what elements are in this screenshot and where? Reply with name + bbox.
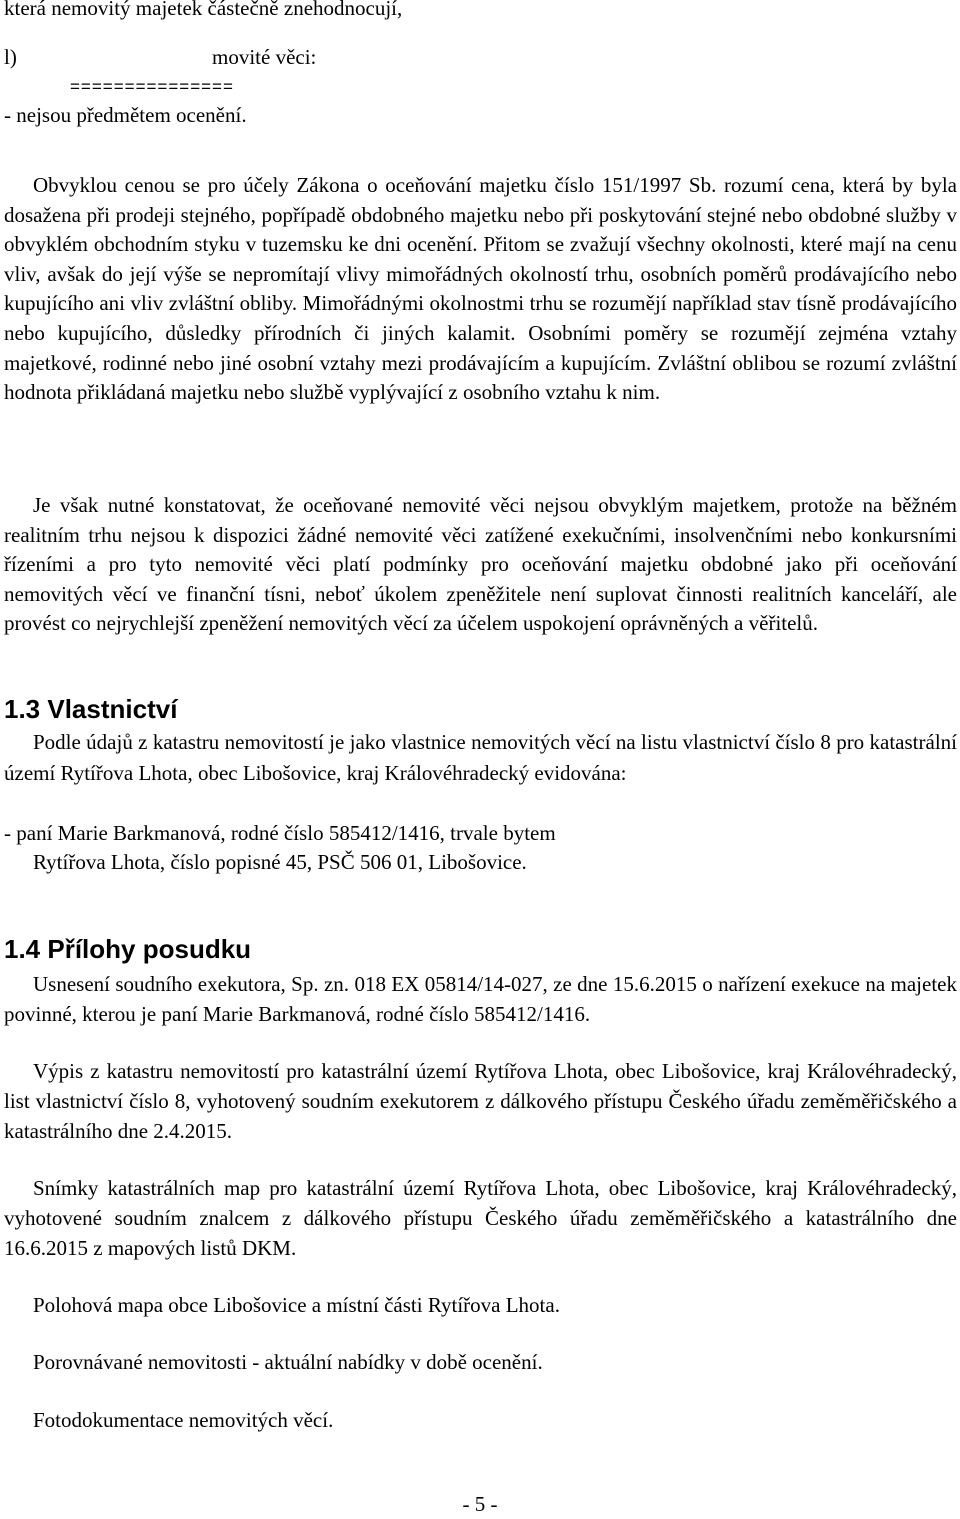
item-note: - nejsou předmětem ocenění. <box>4 102 247 127</box>
owner-line-2: Rytířova Lhota, číslo popisné 45, PSČ 506 01, Libošovice. <box>33 850 527 875</box>
item-letter: l) <box>4 45 17 70</box>
attachment-item: Fotodokumentace nemovitých věcí. <box>33 1407 334 1432</box>
intro-line: která nemovitý majetek částečně znehodnocují, <box>4 0 403 20</box>
item-underline: =============== <box>70 76 234 96</box>
attachments-heading: 1.4 Přílohy posudku <box>4 934 252 964</box>
attachments-section <box>4 933 957 1435</box>
ownership-section <box>4 693 957 878</box>
attachment-item: Výpis z katastru nemovitostí pro katastrální území Rytířova Lhota, obec Libošovice, kraj Královéhradecký, list vlastnictví číslo 8, vyhotovený soudním exekutorem z dálkového přístupu Českého úřadu zeměměřičského a katastrálního dne 2.4.2015. <box>4 1059 957 1143</box>
item-title: movité věci: <box>212 45 317 70</box>
ownership-paragraph: Podle údajů z katastru nemovitostí je jako vlastnice nemovitých věcí na listu vlastnictví číslo 8 pro katastrální území Rytířova Lhota, obec Libošovice, kraj Královéhradecký evidována: <box>4 730 957 785</box>
movables-item <box>4 43 957 72</box>
usual-price-section <box>4 171 957 408</box>
attachment-item: Porovnávané nemovitosti - aktuální nabídky v době ocenění. <box>33 1350 543 1375</box>
owner-line-1: - paní Marie Barkmanová, rodné číslo 585412/1416, trvale bytem <box>4 821 556 845</box>
notice-paragraph: Je však nutné konstatovat, že oceňované nemovité věci nejsou obvyklým majetkem, protože na běžném realitním trhu nejsou k dispozici žádné nemovité věci zatížené exekučními, insolvenčními nebo konkursními řízeními a pro tyto nemovité věci platí podmínky pro oceňování majetku obdobné jako při oceňování nemovitých věcí ve finanční tísni, neboť úkolem zpeněžitele není suplovat činnosti realitních kanceláří, ale provést co nejrychlejší zpeněžení nemovitých věcí za účelem uspokojení oprávněných a věřitelů. <box>4 493 957 636</box>
attachment-item: Polohová mapa obce Libošovice a místní části Rytířova Lhota. <box>33 1293 560 1317</box>
usual-price-paragraph: Obvyklou cenou se pro účely Zákona o oceňování majetku číslo 151/1997 Sb. rozumí cena, která by byla dosažena při prodeji stejného, popřípadě obdobného majetku nebo při poskytování stejné nebo obdobné služby v obvyklém obchodním styku v tuzemsku ke dni ocenění. Přitom se zvažují všechny okolnosti, které mají na cenu vliv, avšak do její výše se nepromítají vlivy mimořádných okolností trhu, osobních poměrů prodávajícího nebo kupujícího ani vliv zvláštní obliby. Mimořádnými okolnostmi trhu se rozumějí například stav tísně prodávajícího nebo kupujícího, důsledky přírodních či jiných kalamit. Osobními poměry se rozumějí zejména vztahy majetkové, rodinné nebo jiné osobní vztahy mezi prodávajícím a kupujícím. Zvláštní oblibou se rozumí zvláštní hodnota přikládaná majetku nebo službě vyplývající z osobního vztahu k nim. <box>4 173 957 405</box>
top-block <box>4 0 957 130</box>
notice-section <box>4 491 957 639</box>
page-number: - 5 - <box>462 1492 498 1516</box>
attachment-item: Snímky katastrálních map pro katastrální území Rytířova Lhota, obec Libošovice, kraj Královéhradecký, vyhotovené soudním znalcem z dálkového přístupu Českého úřadu zeměměřičského a katastrálního dne 16.6.2015 z mapových listů DKM. <box>4 1176 957 1260</box>
attachment-item: Usnesení soudního exekutora, Sp. zn. 018 EX 05814/14-027, ze dne 15.6.2015 o nařízení exekuce na majetek povinné, kterou je paní Marie Barkmanová, rodné číslo 585412/1416. <box>4 972 957 1026</box>
ownership-heading: 1.3 Vlastnictví <box>4 694 178 724</box>
